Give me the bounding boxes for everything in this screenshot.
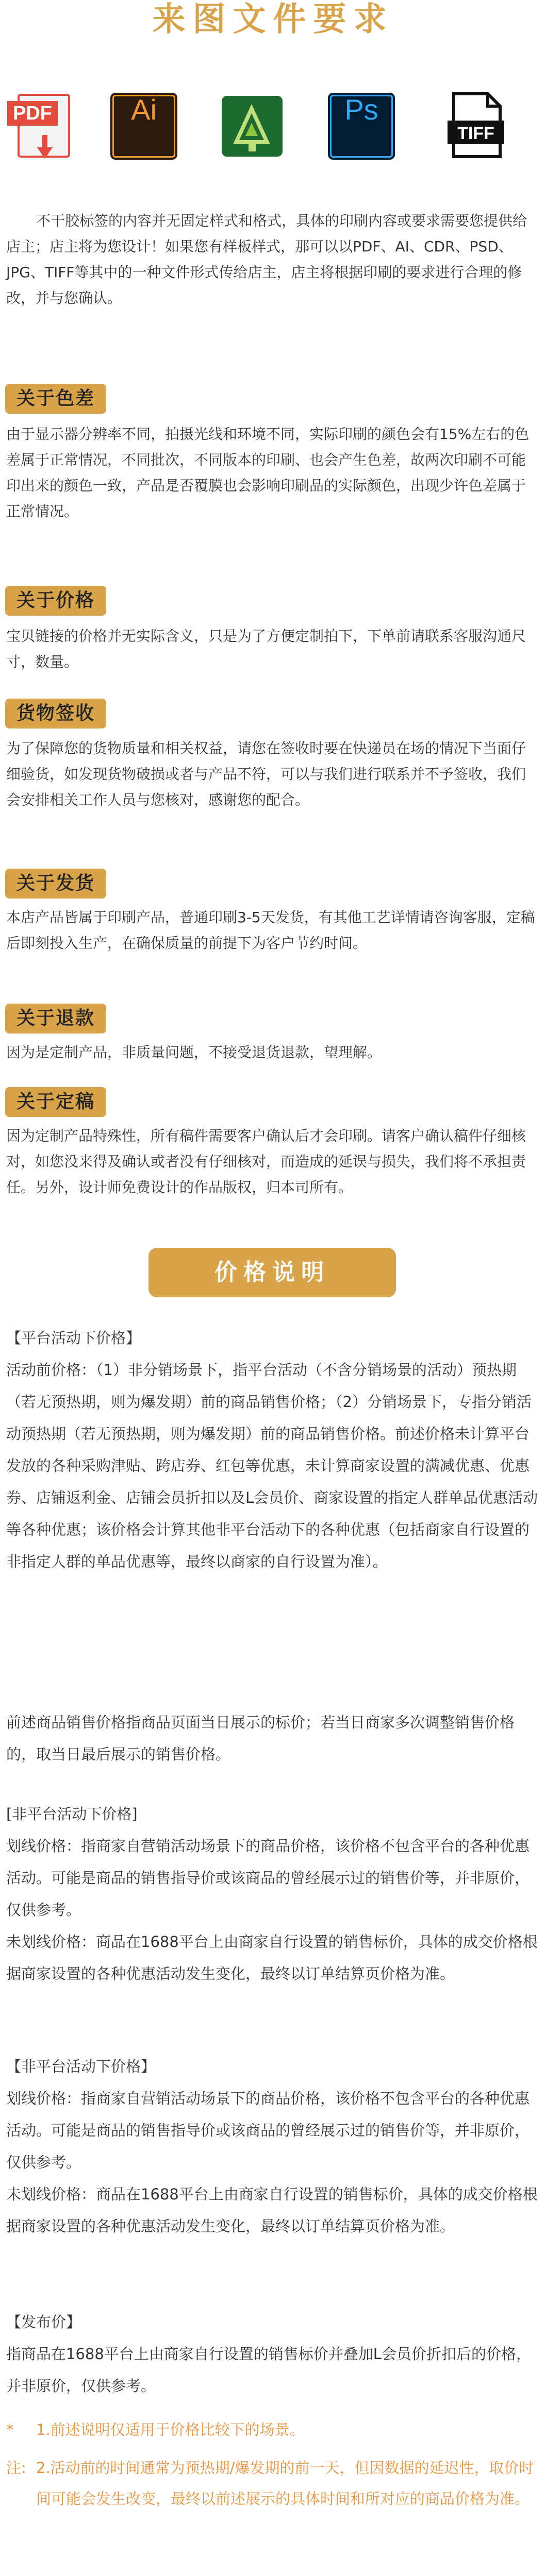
note-2 xyxy=(6,2452,540,2514)
intro-text: 不干胶标签的内容并无固定样式和格式，具体的印刷内容或要求需要您提供给店主；店主将为您设计！如果您有样板样式，那可以以PDF、AI、CDR、PSD、JPG、TIFF等其中的一种文件形式传给店主，店主将根据印刷的要求进行合理的修改，并与您确认。 xyxy=(6,212,527,307)
coreldraw-icon xyxy=(219,93,286,170)
section-heading-shipping: 关于发货 xyxy=(5,869,106,899)
section-text-shipping: 本店产品皆属于印刷产品，普通印刷3-5天发货，有其他工艺详情请咨询客服，定稿后即刻投入生产，在确保质量的前提下为客户节约时间。 xyxy=(6,909,535,952)
section-text-receipt: 为了保障您的货物质量和相关权益，请您在签收时要在快递员在场的情况下当面仔细验货，如发现货物破损或者与产品不符，可以与我们进行联系并不予签收，我们会安排相关工作人员与您核对，感谢您的配合。 xyxy=(6,740,526,808)
note-mark: * xyxy=(6,2421,14,2438)
section-text-final: 因为定制产品特殊性，所有稿件需要客户确认后才会印刷。请客户确认稿件仔细核对，如您没来得及确认或者没有仔细核对，而造成的延误与损失，我们将不承担责任。另外，设计师免费设计的作品版权，归本司所有。 xyxy=(6,1127,526,1196)
price-banner: 价格说明 xyxy=(148,1248,396,1297)
note-text: 1.前述说明仅适用于价格比较下的场景。 xyxy=(36,2421,305,2438)
platform-heading: 【平台活动下价格】 xyxy=(6,1329,141,1347)
nonplatform-heading-2: 【非平台活动下价格】 xyxy=(6,2058,156,2075)
nonplatform-heading: [非平台活动下价格] xyxy=(6,1805,138,1823)
nonplatform-uncross-price-2: 未划线价格：商品在1688平台上由商家自行设置的销售标价，具体的成交价格根据商家设置的各种优惠活动发生变化，最终以订单结算页价格为准。 xyxy=(6,2185,538,2235)
note-mark: 注: xyxy=(6,2459,26,2477)
nonplatform-cross-price-2: 划线价格：指商家自营销活动场景下的商品价格，该价格不包含平台的各种优惠活动。可能是商品的销售指导价或该商品的曾经展示过的销售价等，并非原价，仅供参考。 xyxy=(6,2090,530,2171)
platform-text: 活动前价格：（1）非分销场景下，指平台活动（不含分销场景的活动）预热期（若无预热期，则为爆发期）前的商品销售价格；（2）分销场景下，专指分销活动预热期（若无预热期，则为爆发期）前的商品销售价格。前述价格未计算平台发放的各种采购津贴、跨店券、红包等优惠，未计算商家设置的满减优惠、优惠券、店铺返利金、店铺会员折扣以及L会员价、商家设置的指定人群单品优惠活动等各种优惠；该价格会计算其他非平台活动下的各种优惠（包括商家自行设置的非指定人群的单品优惠等，最终以商家的自行设置为准）。 xyxy=(6,1361,538,1570)
section-heading-price: 关于价格 xyxy=(5,586,106,616)
release-text: 指商品在1688平台上由商家自行设置的销售标价并叠加L会员价折扣后的价格，并非原价，仅供参考。 xyxy=(6,2345,531,2395)
pdf-icon: PDF xyxy=(7,93,74,170)
nonplatform-cross-price: 划线价格：指商家自营销活动场景下的商品价格，该价格不包含平台的各种优惠活动。可能是商品的销售指导价或该商品的曾经展示过的销售价等，并非原价，仅供参考。 xyxy=(6,1837,530,1919)
section-heading-refund: 关于退款 xyxy=(5,1004,106,1033)
release-heading: 【发布价】 xyxy=(6,2313,81,2331)
section-heading-final: 关于定稿 xyxy=(5,1087,106,1117)
tiff-icon: TIFF xyxy=(443,93,510,170)
platform-text-2: 前述商品销售价格指商品页面当日展示的标价；若当日商家多次调整销售价格的，取当日最后展示的销售价格。 xyxy=(6,1714,515,1763)
note-1 xyxy=(6,2414,540,2445)
section-text-color: 由于显示器分辨率不同，拍摄光线和环境不同，实际印刷的颜色会有15%左右的色差属于正常情况，不同批次，不同版本的印刷、也会产生色差，故两次印刷不可能印出来的颜色一致，产品是否覆膜也会影响印刷品的实际颜色，出现少许色差属于正常情况。 xyxy=(6,426,530,520)
photoshop-icon: Ps xyxy=(328,93,395,170)
note-text: 2.活动前的时间通常为预热期/爆发期的前一天，但因数据的延迟性，取价时间可能会发生改变，最终以前述展示的具体时间和所对应的商品价格为准。 xyxy=(36,2459,534,2507)
nonplatform-uncross-price: 未划线价格：商品在1688平台上由商家自行设置的销售标价，具体的成交价格根据商家设置的各种优惠活动发生变化，最终以订单结算页价格为准。 xyxy=(6,1933,538,1982)
page-title: 来图文件要求 xyxy=(152,0,394,39)
section-heading-color: 关于色差 xyxy=(5,384,106,414)
section-text-refund: 因为是定制产品，非质量问题，不接受退货退款，望理解。 xyxy=(6,1044,382,1061)
illustrator-icon: Ai xyxy=(110,93,177,170)
section-text-price: 宝贝链接的价格并无实际含义，只是为了方便定制拍下，下单前请联系客服沟通尺寸，数量。 xyxy=(6,628,526,670)
section-heading-receipt: 货物签收 xyxy=(5,699,106,728)
